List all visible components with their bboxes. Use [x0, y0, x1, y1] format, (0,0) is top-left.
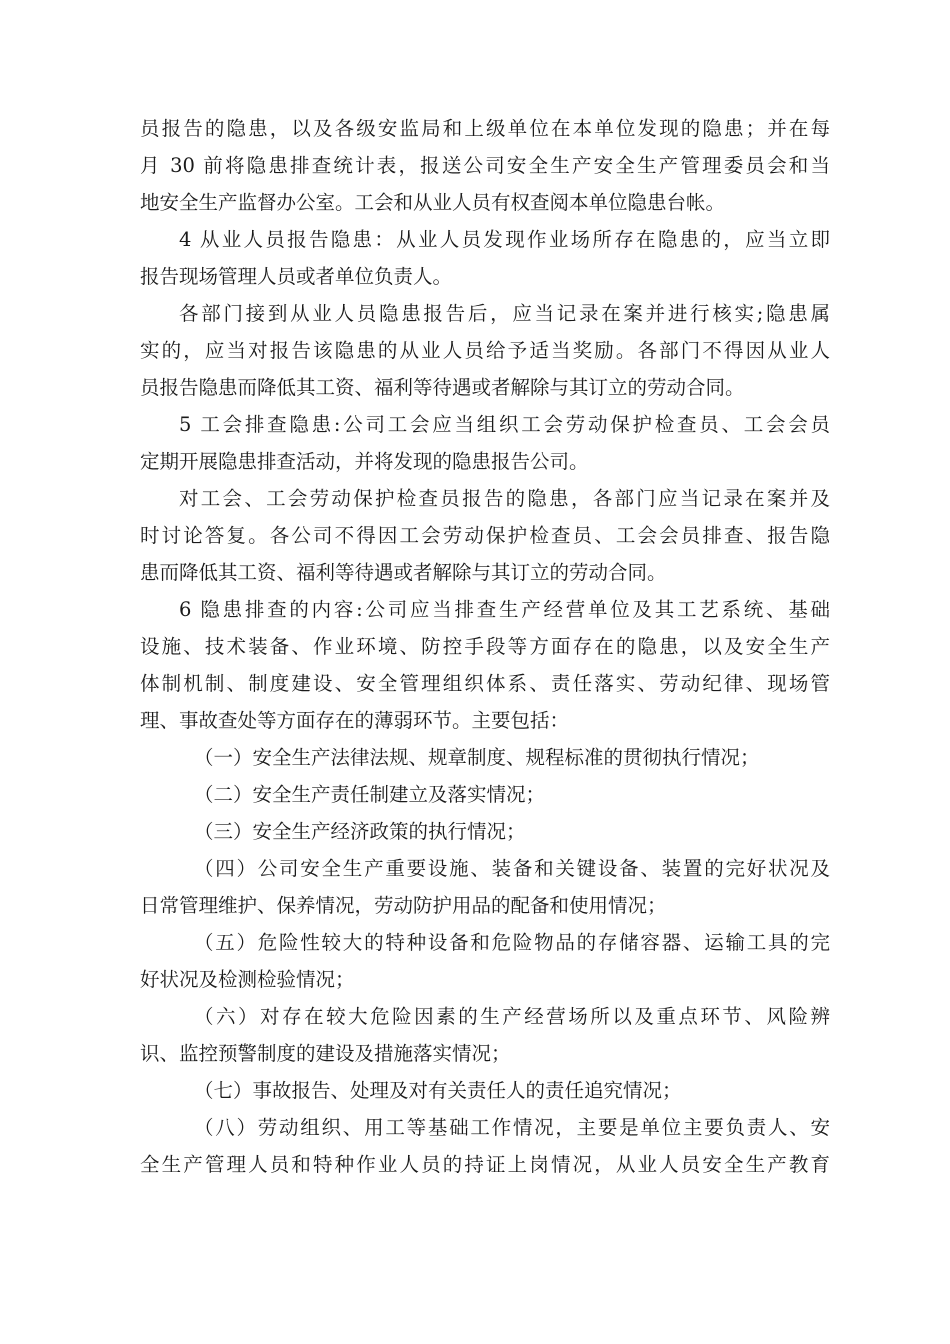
paragraph-5-start: 5 工会排查隐患:公司工会应当组织工会劳动保护检查员、工会会员 [179, 413, 830, 436]
document-body [140, 110, 830, 1183]
list-item-2: （二）安全生产责任制建立及落实情况； [194, 783, 546, 806]
text-line: 理、事故查处等方面存在的薄弱环节。主要包括： [140, 709, 570, 732]
paragraph-start: 各部门接到从业人员隐患报告后，应当记录在案并进行核实;隐患属 [179, 302, 830, 325]
text-line: 日常管理维护、保养情况，劳动防护用品的配备和使用情况； [140, 894, 667, 917]
list-item-5: （五）危险性较大的特种设备和危险物品的存储容器、运输工具的完 [194, 931, 830, 954]
list-item-4: （四）公司安全生产重要设施、装备和关键设备、装置的完好状况及 [194, 857, 830, 880]
text-line: 地安全生产监督办公室。工会和从业人员有权查阅本单位隐患台帐。 [140, 191, 726, 214]
text-line: 定期开展隐患排查活动，并将发现的隐患报告公司。 [140, 450, 589, 473]
paragraph-6-start: 6 隐患排查的内容:公司应当排查生产经营单位及其工艺系统、基础 [179, 598, 830, 621]
text-line: 时讨论答复。各公司不得因工会劳动保护检查员、工会会员排查、报告隐 [140, 524, 830, 547]
list-item-3: （三）安全生产经济政策的执行情况； [194, 820, 526, 843]
text-line: 报告现场管理人员或者单位负责人。 [140, 265, 453, 288]
text-line: 实的，应当对报告该隐患的从业人员给予适当奖励。各部门不得因从业人 [140, 339, 830, 362]
list-item-7: （七）事故报告、处理及对有关责任人的责任追究情况； [194, 1079, 682, 1102]
paragraph-start: 对工会、工会劳动保护检查员报告的隐患，各部门应当记录在案并及 [179, 487, 830, 510]
list-item-1: （一）安全生产法律法规、规章制度、规程标准的贯彻执行情况； [194, 746, 760, 769]
text-line: 全生产管理人员和特种作业人员的持证上岗情况，从业人员安全生产教育 [140, 1153, 830, 1176]
text-line: 体制机制、制度建设、安全管理组织体系、责任落实、劳动纪律、现场管 [140, 672, 830, 695]
text-line: 员报告隐患而降低其工资、福利等待遇或者解除与其订立的劳动合同。 [140, 376, 745, 399]
paragraph-4-start: 4 从业人员报告隐患：从业人员发现作业场所存在隐患的，应当立即 [179, 228, 830, 251]
list-item-8: （八）劳动组织、用工等基础工作情况，主要是单位主要负责人、安 [194, 1116, 830, 1139]
text-line: 好状况及检测检验情况； [140, 968, 355, 991]
list-item-6: （六）对存在较大危险因素的生产经营场所以及重点环节、风险辨 [194, 1005, 830, 1028]
text-line: 月 30 前将隐患排查统计表，报送公司安全生产安全生产管理委员会和当 [140, 154, 830, 177]
text-line: 患而降低其工资、福利等待遇或者解除与其订立的劳动合同。 [140, 561, 667, 584]
text-line: 员报告的隐患，以及各级安监局和上级单位在本单位发现的隐患；并在每 [140, 117, 830, 140]
text-line: 设施、技术装备、作业环境、防控手段等方面存在的隐患，以及安全生产 [140, 635, 830, 658]
text-line: 识、监控预警制度的建设及措施落实情况； [140, 1042, 511, 1065]
